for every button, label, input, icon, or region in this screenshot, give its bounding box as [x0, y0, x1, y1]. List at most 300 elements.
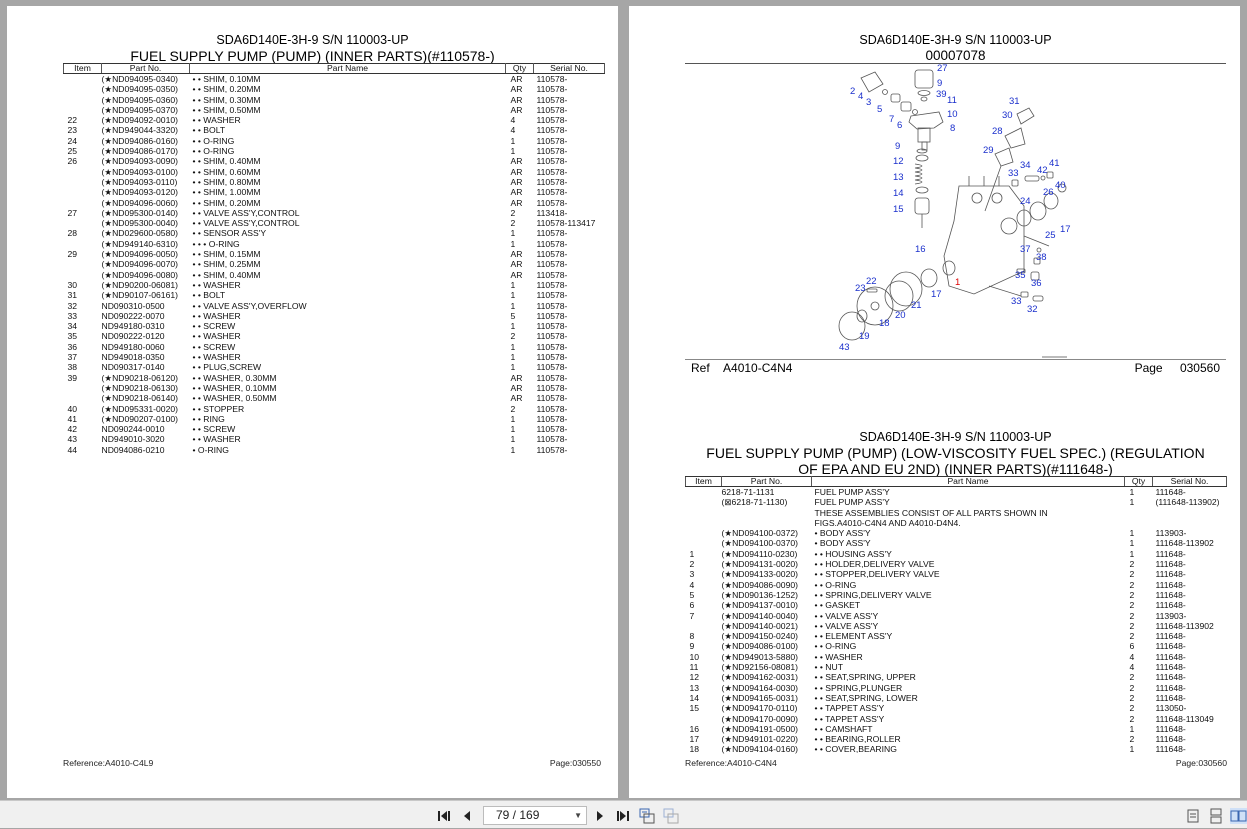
callout-label: 13 [893, 172, 904, 183]
row-part-name: • • BOLT [192, 290, 226, 301]
page-indicator: 79 / 169 [496, 808, 540, 822]
row-serial: 110578- [536, 341, 568, 352]
table-row [686, 538, 1227, 548]
callout-label: 20 [895, 310, 906, 321]
table-row [686, 497, 1227, 507]
row-serial: 111648- [1155, 651, 1186, 662]
row-serial: 111648- [1155, 559, 1186, 570]
row-part-number: (★ND949044-3320) [101, 125, 178, 136]
row-part-name: • • HOLDER,DELIVERY VALVE [814, 559, 935, 570]
row-part-number: (★ND095300-0040) [101, 218, 178, 229]
row-serial: 110578- [536, 125, 568, 136]
row-serial: 110578- [536, 135, 568, 146]
row-part-number: (★ND094093-0120) [101, 187, 178, 198]
table-row [64, 115, 605, 125]
page-back-icon [639, 808, 655, 824]
row-part-number: (★ND094140-0021) [721, 620, 798, 631]
footer-page-number: Page:030560 [1175, 758, 1227, 768]
row-part-name: • • VALVE ASS'Y,CONTROL [192, 207, 300, 218]
chevron-down-icon: ▼ [574, 811, 582, 820]
row-qty: 1 [510, 238, 516, 249]
callout-label: 9 [937, 78, 943, 89]
row-item: 37 [67, 352, 78, 363]
callout-label: 41 [1049, 158, 1060, 169]
row-part-number: (★ND090136-1252) [721, 589, 798, 600]
row-part-number: (★ND094164-0030) [721, 682, 798, 693]
page-title-line-1: FUEL SUPPLY PUMP (PUMP) (LOW-VISCOSITY FUEL SPEC.) (REGULATION [706, 445, 1205, 461]
ref-value: A4010-C4N4 [723, 361, 793, 375]
row-item: 24 [67, 135, 78, 146]
row-part-name: • • SHIM, 0.20MM [192, 84, 261, 95]
row-part-number: (★ND094086-0170) [101, 146, 178, 157]
row-part-number: (★ND094096-0080) [101, 269, 178, 280]
row-serial: 110578- [536, 434, 568, 445]
next-page-button[interactable] [592, 808, 608, 824]
row-qty: 2 [1129, 692, 1135, 703]
row-serial: 110578- [536, 94, 568, 105]
row-part-number: (★ND094100-0372) [721, 528, 798, 539]
row-serial: 111648- [1155, 723, 1186, 734]
row-qty: 1 [1129, 538, 1135, 549]
first-page-icon [438, 810, 452, 822]
row-item [686, 518, 722, 528]
row-item [686, 621, 722, 631]
table-row [64, 259, 605, 269]
row-qty: 1 [510, 135, 516, 146]
parts-table-container [685, 476, 1226, 755]
row-qty: 2 [1129, 620, 1135, 631]
diagram-model-heading: SDA6D140E-3H-9 S/N 110003-UP [859, 33, 1052, 47]
exploded-parts-diagram [629, 6, 1240, 366]
row-part-name: • • VALVE ASS'Y,CONTROL [192, 218, 300, 229]
row-qty: 2 [1129, 713, 1135, 724]
callout-label: 32 [1027, 304, 1038, 315]
row-serial: 110578- [536, 156, 568, 167]
row-qty: 2 [1129, 631, 1135, 642]
row-item: 30 [67, 279, 78, 290]
callout-label: 17 [931, 289, 942, 300]
row-qty: 1 [510, 341, 516, 352]
row-part-name: • • BEARING,ROLLER [814, 734, 901, 745]
single-page-layout-button[interactable] [1185, 808, 1201, 824]
row-part-name: • • O-RING [192, 146, 235, 157]
row-part-name: • • SEAT,SPRING, UPPER [814, 672, 916, 683]
row-part-number: (★ND094170-0110) [721, 703, 798, 714]
row-part-name: • • SPRING,PLUNGER [814, 682, 903, 693]
row-part-number: 6218-71-1131 [721, 487, 775, 497]
table-row [64, 321, 605, 331]
row-item: 43 [67, 434, 78, 445]
table-row [686, 652, 1227, 662]
row-qty: 2 [1129, 682, 1135, 693]
row-qty: AR [510, 187, 523, 198]
table-row [64, 187, 605, 197]
callout-label: 30 [1002, 110, 1013, 121]
row-part-name: • O-RING [192, 444, 229, 455]
col-header-qty: Qty [1125, 477, 1153, 487]
two-page-icon [1230, 808, 1247, 824]
last-page-button[interactable] [614, 808, 630, 824]
table-row [686, 528, 1227, 538]
row-serial: 110578- [536, 393, 568, 404]
row-qty: 2 [1129, 672, 1135, 683]
row-part-number: (★ND094095-0350) [101, 84, 178, 95]
row-qty: 2 [1129, 734, 1135, 745]
row-item [686, 487, 722, 498]
row-serial: 110578- [536, 259, 568, 270]
row-part-number: (★ND094095-0370) [101, 104, 178, 115]
row-part-number: (★ND094140-0040) [721, 610, 798, 621]
row-serial: 113903- [1155, 528, 1187, 539]
row-serial: 113050- [1155, 703, 1187, 714]
page-right [629, 6, 1240, 798]
row-item [64, 167, 102, 177]
row-item: 9 [689, 641, 695, 652]
row-serial: 110578- [536, 352, 568, 363]
row-qty: 2 [510, 331, 516, 342]
row-item [686, 508, 722, 518]
row-qty: 5 [510, 310, 516, 321]
row-part-number: (★ND949140-6310) [101, 238, 178, 249]
col-header-serial: Serial No. [1153, 477, 1227, 487]
callout-label: 2 [850, 86, 856, 97]
callout-label: 18 [879, 318, 890, 329]
table-row [64, 156, 605, 166]
footer-reference: Reference:A4010-C4N4 [685, 758, 777, 768]
callout-label: 7 [889, 114, 895, 125]
row-item: 14 [689, 692, 700, 703]
row-qty: 2 [510, 218, 516, 229]
row-qty: AR [510, 249, 523, 260]
row-item: 17 [689, 734, 700, 745]
table-row [64, 198, 605, 208]
callout-label: 10 [947, 109, 958, 120]
row-part-name: • • SHIM, 0.50MM [192, 104, 261, 115]
row-serial: 110578- [536, 228, 568, 239]
col-header-part-name: Part Name [812, 477, 1125, 487]
table-row [686, 693, 1227, 703]
diagram-ref [691, 361, 792, 375]
row-part-name: • • STOPPER,DELIVERY VALVE [814, 569, 940, 580]
row-serial: 111648- [1155, 487, 1186, 497]
parts-table-container [63, 63, 604, 455]
callout-label: 9 [895, 141, 901, 152]
callout-label: 4 [858, 91, 864, 102]
row-qty: 2 [1129, 559, 1135, 570]
parts-table [685, 476, 1227, 755]
row-part-name: • • WASHER [192, 279, 241, 290]
callout-label: 25 [1045, 230, 1056, 241]
divider [685, 359, 1226, 360]
row-qty: 1 [510, 146, 516, 157]
row-part-name: • • ELEMENT ASS'Y [814, 631, 893, 642]
table-row [686, 611, 1227, 621]
table-row [686, 549, 1227, 559]
callout-label: 5 [877, 104, 883, 115]
first-page-button[interactable] [437, 808, 453, 824]
row-serial: 110578- [536, 104, 568, 115]
row-qty: 1 [510, 228, 516, 239]
row-part-number: (★ND094096-0050) [101, 249, 178, 260]
row-qty: 1 [1129, 487, 1135, 497]
table-row [64, 404, 605, 414]
row-item [64, 95, 102, 105]
row-qty: 1 [1129, 548, 1135, 559]
single-page-icon [1185, 808, 1201, 824]
row-part-name: • • WASHER [814, 651, 863, 662]
row-qty: 1 [510, 444, 516, 455]
row-serial: 110578- [536, 362, 568, 373]
row-serial [1153, 518, 1227, 528]
row-qty: 4 [510, 125, 516, 136]
row-qty [1125, 508, 1153, 518]
row-item: 16 [689, 723, 700, 734]
callout-label: 17 [1060, 224, 1071, 235]
row-qty: AR [510, 269, 523, 280]
table-row [686, 518, 1227, 528]
table-row [686, 508, 1227, 518]
table-row [686, 744, 1227, 754]
row-qty: 1 [510, 279, 516, 290]
row-part-number: (★ND094093-0110) [101, 176, 178, 187]
row-item: 22 [67, 115, 78, 126]
col-header-part-no: Part No. [722, 477, 812, 487]
prev-page-icon [462, 810, 472, 822]
callout-label: 26 [1043, 187, 1054, 198]
row-part-name: • • SHIM, 0.80MM [192, 176, 261, 187]
row-serial: 110578- [536, 176, 568, 187]
callout-label: 1 [955, 277, 961, 288]
row-qty: AR [510, 156, 523, 167]
row-item: 32 [67, 300, 78, 311]
row-serial: 111648-113902 [1155, 538, 1214, 549]
row-qty: 1 [510, 362, 516, 373]
row-part-name: • • SHIM, 0.25MM [192, 259, 261, 270]
row-item: 6 [689, 600, 695, 611]
row-part-name: • • WASHER [192, 331, 241, 342]
row-item [64, 383, 102, 393]
row-part-name: • • CAMSHAFT [814, 723, 873, 734]
row-part-number: (★ND094131-0020) [721, 559, 798, 570]
table-row [64, 342, 605, 352]
rotate-right-button[interactable] [663, 808, 679, 824]
row-item: 35 [67, 331, 78, 342]
row-serial: 111648- [1155, 579, 1186, 590]
row-part-number: ND949010-3020 [101, 434, 165, 445]
table-row [686, 703, 1227, 713]
row-part-name: • BODY ASS'Y [814, 528, 871, 539]
row-item: 31 [67, 290, 78, 301]
footer-reference: Reference:A4010-C4L9 [63, 758, 154, 768]
page-model-heading: SDA6D140E-3H-9 S/N 110003-UP [216, 33, 409, 47]
two-page-layout-button[interactable] [1230, 808, 1247, 824]
row-item: 11 [689, 662, 699, 673]
row-part-name: THESE ASSEMBLIES CONSIST OF ALL PARTS SHOWN IN [814, 507, 1048, 518]
prev-page-button[interactable] [459, 808, 475, 824]
page-forward-icon [663, 808, 679, 824]
table-row [686, 672, 1227, 682]
row-part-name: • • SHIM, 0.40MM [192, 269, 261, 280]
row-part-number: (★ND094093-0100) [101, 166, 178, 177]
callout-label: 3 [866, 97, 872, 108]
callout-label: 35 [1015, 270, 1026, 281]
row-part-number: ND090310-0500 [101, 300, 165, 311]
row-part-name: FUEL PUMP ASS'Y [814, 487, 890, 497]
row-part-name: • • SPRING,DELIVERY VALVE [814, 589, 932, 600]
row-serial: 111648- [1155, 734, 1186, 745]
row-part-number: (★ND949101-0220) [721, 734, 798, 745]
row-part-name: • • VALVE ASS'Y [814, 620, 879, 631]
table-row [64, 228, 605, 238]
row-part-number: (★ND90200-06081) [101, 279, 178, 290]
row-serial: (111648-113902) [1155, 497, 1220, 508]
row-part-number: (★ND029600-0580) [101, 228, 178, 239]
row-part-number: (★ND094086-0160) [101, 135, 178, 146]
table-row [64, 105, 605, 115]
table-row [686, 683, 1227, 693]
row-item [64, 105, 102, 115]
row-part-number: ND094086-0210 [101, 444, 165, 455]
row-qty: 1 [510, 434, 516, 445]
row-serial: 111648- [1155, 589, 1186, 600]
row-serial: 110578-113417 [536, 218, 596, 229]
callout-label: 6 [897, 120, 903, 131]
row-serial: 110578- [536, 290, 568, 301]
row-item: 4 [689, 579, 695, 590]
row-qty: 1 [510, 413, 516, 424]
page-left [7, 6, 618, 798]
row-item: 29 [67, 249, 78, 260]
row-serial: 110578- [536, 269, 568, 280]
row-item: 8 [689, 631, 695, 642]
row-part-number: (★ND094150-0240) [721, 631, 798, 642]
continuous-layout-button[interactable] [1208, 808, 1224, 824]
table-row [686, 662, 1227, 672]
row-item [64, 74, 102, 85]
row-serial: 111648- [1155, 600, 1186, 611]
row-part-name: • • SCREW [192, 341, 236, 352]
page-title: FUEL SUPPLY PUMP (PUMP) (INNER PARTS)(#110578-) [130, 48, 495, 64]
row-serial: 110578- [536, 84, 568, 95]
table-header-row [686, 477, 1227, 487]
row-part-number: (★ND094086-0100) [721, 641, 798, 652]
page-number-select[interactable] [483, 806, 587, 825]
row-item: 40 [67, 403, 78, 414]
callout-label: 14 [893, 188, 904, 199]
col-header-qty: Qty [506, 64, 534, 74]
table-row [64, 177, 605, 187]
row-item: 10 [689, 651, 700, 662]
table-row [64, 84, 605, 94]
col-header-serial: Serial No. [534, 64, 605, 74]
row-qty [1125, 518, 1153, 528]
row-part-number: (★ND094104-0160) [721, 744, 798, 755]
table-row [64, 362, 605, 372]
row-part-number: (★ND094096-0070) [101, 259, 178, 270]
row-part-name: • • WASHER [192, 115, 241, 126]
row-part-name: • • WASHER [192, 352, 241, 363]
row-part-number: (★ND095331-0020) [101, 403, 178, 414]
table-header-row [64, 64, 605, 74]
ref-label: Ref [691, 361, 710, 375]
row-part-number: ND090222-0070 [101, 310, 165, 321]
table-row [64, 146, 605, 156]
callout-label: 15 [893, 204, 904, 215]
callout-label: 24 [1020, 196, 1031, 207]
callout-label: 37 [1020, 244, 1031, 255]
row-item [64, 270, 102, 280]
row-part-name: • • WASHER, 0.30MM [192, 372, 277, 383]
row-qty: 6 [1129, 641, 1135, 652]
row-item: 28 [67, 228, 78, 239]
row-part-number: (★ND094086-0090) [721, 579, 798, 590]
table-row [686, 734, 1227, 744]
row-item: 27 [67, 207, 78, 218]
row-qty: 1 [510, 300, 516, 311]
row-part-name: • • SHIM, 0.20MM [192, 197, 261, 208]
page-value: 030560 [1179, 361, 1220, 375]
row-serial: 110578- [536, 279, 568, 290]
row-part-name: • • SHIM, 0.15MM [192, 249, 261, 260]
diagram-drawing-number: 00007078 [925, 48, 986, 63]
row-part-name: • • SHIM, 0.40MM [192, 156, 261, 167]
last-page-icon [615, 810, 629, 822]
table-row [686, 569, 1227, 579]
table-row [64, 136, 605, 146]
row-part-name: • • COVER,BEARING [814, 744, 897, 755]
row-part-number: (★ND90218-06120) [101, 372, 178, 383]
row-qty: 2 [1129, 600, 1135, 611]
row-qty: AR [510, 382, 523, 393]
row-item [64, 239, 102, 249]
continuous-page-icon [1208, 808, 1224, 824]
row-item: 25 [67, 146, 78, 157]
row-part-name: • • SCREW [192, 321, 236, 332]
row-part-name: • • STOPPER [192, 403, 245, 414]
page-model-heading: SDA6D140E-3H-9 S/N 110003-UP [859, 430, 1052, 444]
fuel-pump-drawing [629, 6, 1240, 366]
row-part-number: ND090244-0010 [101, 424, 165, 435]
callout-label: 8 [950, 123, 956, 134]
row-qty: 4 [1129, 662, 1135, 673]
table-row [64, 414, 605, 424]
row-qty: 2 [1129, 610, 1135, 621]
page-title-line-2: OF EPA AND EU 2ND) (INNER PARTS)(#111648-) [798, 461, 1113, 477]
row-part-number: (★ND92156-08081) [721, 662, 798, 673]
row-part-number: (★ND094133-0020) [721, 569, 798, 580]
row-serial: 113418- [536, 207, 568, 218]
callout-label: 42 [1037, 165, 1048, 176]
row-qty: 2 [1129, 589, 1135, 600]
row-qty: 4 [510, 115, 516, 126]
row-item: 34 [67, 321, 78, 332]
row-part-number: (⊠6218-71-1130) [721, 497, 788, 508]
callout-label: 19 [859, 331, 870, 342]
table-row [64, 208, 605, 218]
row-part-name: • • PLUG,SCREW [192, 362, 262, 373]
row-part-number: (★ND094191-0500) [721, 723, 798, 734]
row-serial: 110578- [536, 249, 568, 260]
table-row [686, 724, 1227, 734]
table-row [64, 125, 605, 135]
rotate-left-button[interactable] [639, 808, 655, 824]
row-serial: 111648- [1155, 662, 1186, 673]
row-item [64, 187, 102, 197]
row-part-name: • • • O-RING [192, 238, 240, 249]
callout-label: 29 [983, 145, 994, 156]
row-part-number: ND949018-0350 [101, 352, 165, 363]
row-part-name: • • WASHER [192, 434, 241, 445]
